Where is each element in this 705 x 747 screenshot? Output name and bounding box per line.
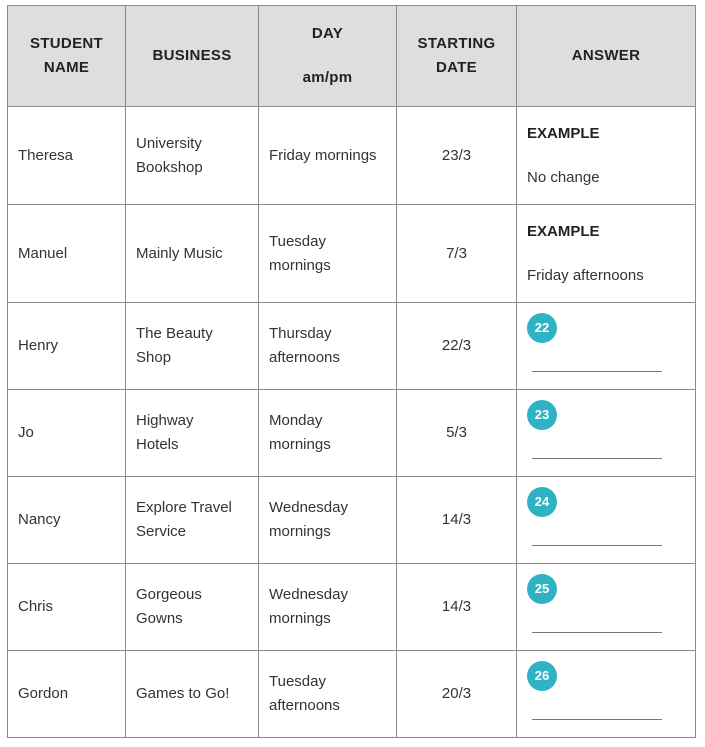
answer-slot[interactable] <box>527 477 685 563</box>
answer-cell <box>517 205 696 303</box>
question-number-badge: 22 <box>527 313 557 343</box>
day-cell-text: mornings <box>269 256 331 274</box>
answer-blank-line[interactable] <box>532 371 662 372</box>
header-business-label: BUSINESS <box>152 47 232 64</box>
business-cell-text: Shop <box>136 349 172 366</box>
student-name-cell <box>8 477 126 564</box>
question-number-badge: 23 <box>527 400 557 430</box>
example-value: No change <box>527 168 600 186</box>
answer-slot[interactable] <box>527 303 685 389</box>
student-name-cell-text: Theresa <box>18 146 74 164</box>
answer-blank-line[interactable] <box>532 719 662 720</box>
question-number-badge: 26 <box>527 661 557 691</box>
header-student-line2: NAME <box>43 59 90 76</box>
day-cell-text: Thursday <box>269 325 332 342</box>
answer-cell[interactable] <box>517 477 696 564</box>
student-name-cell-text: Chris <box>18 598 54 615</box>
answer-cell[interactable] <box>517 390 696 477</box>
starting-date-cell-text: 14/3 <box>441 598 472 615</box>
table-container <box>7 5 696 738</box>
starting-date-cell <box>397 107 517 205</box>
business-cell <box>126 564 259 651</box>
answer-slot[interactable] <box>527 390 685 476</box>
header-day <box>259 6 397 107</box>
business-cell-text: Highway <box>136 412 194 429</box>
day-cell-text: Tuesday <box>269 232 326 250</box>
header-day-line2: am/pm <box>302 69 353 86</box>
starting-date-cell-text: 23/3 <box>441 146 472 164</box>
student-name-cell <box>8 651 126 738</box>
day-cell <box>259 303 397 390</box>
starting-date-cell <box>397 303 517 390</box>
header-date-line2: DATE <box>436 59 477 76</box>
student-name-cell-text: Nancy <box>18 511 61 528</box>
answer-cell[interactable] <box>517 651 696 738</box>
answer-blank-line[interactable] <box>532 545 662 546</box>
business-cell-text: Explore Travel <box>136 499 232 516</box>
business-cell-text: The Beauty <box>136 325 213 342</box>
example-label: EXAMPLE <box>527 124 600 142</box>
starting-date-cell <box>397 651 517 738</box>
table-row <box>8 205 696 303</box>
answer-slot[interactable] <box>527 564 685 650</box>
header-answer-label: ANSWER <box>571 47 641 64</box>
example-label: EXAMPLE <box>527 222 600 240</box>
header-day-line1: DAY <box>311 25 344 42</box>
table-row <box>8 564 696 651</box>
day-cell <box>259 107 397 205</box>
starting-date-cell <box>397 390 517 477</box>
header-date-line1: STARTING <box>417 35 496 52</box>
starting-date-cell-text: 5/3 <box>446 424 467 441</box>
header-answer <box>517 6 696 107</box>
answer-blank-line[interactable] <box>532 632 662 633</box>
business-cell <box>126 205 259 303</box>
table-row <box>8 107 696 205</box>
header-row <box>8 6 696 107</box>
day-cell <box>259 390 397 477</box>
answer-cell[interactable] <box>517 564 696 651</box>
student-name-cell-text: Henry <box>18 337 59 354</box>
starting-date-cell <box>397 205 517 303</box>
table-row <box>8 477 696 564</box>
student-name-cell-text: Manuel <box>18 244 68 262</box>
business-cell <box>126 651 259 738</box>
day-cell-text: Wednesday <box>269 499 348 516</box>
header-day-spacer <box>260 46 395 66</box>
answer-cell[interactable] <box>517 303 696 390</box>
business-cell <box>126 107 259 205</box>
business-cell-text: Mainly Music <box>136 244 223 262</box>
business-cell-text: Bookshop <box>136 158 203 176</box>
student-name-cell <box>8 107 126 205</box>
student-name-cell-text: Gordon <box>18 685 69 702</box>
day-cell-text: mornings <box>269 523 331 540</box>
business-cell <box>126 390 259 477</box>
student-name-cell <box>8 205 126 303</box>
day-cell-text: Monday <box>269 412 323 429</box>
day-cell <box>259 205 397 303</box>
answer-blank-line[interactable] <box>532 458 662 459</box>
business-cell-text: Gorgeous <box>136 586 202 603</box>
day-cell-text: Tuesday <box>269 673 326 690</box>
header-business <box>126 6 259 107</box>
header-student-line1: STUDENT <box>30 35 103 52</box>
starting-date-cell-text: 20/3 <box>441 685 472 702</box>
starting-date-cell-text: 7/3 <box>446 244 467 262</box>
day-cell-text: afternoons <box>269 349 340 366</box>
starting-date-cell <box>397 477 517 564</box>
header-student-name <box>8 6 126 107</box>
student-name-cell <box>8 303 126 390</box>
table-row <box>8 651 696 738</box>
student-name-cell-text: Jo <box>18 424 34 441</box>
business-cell-text: University <box>136 134 202 152</box>
day-cell-text: mornings <box>269 610 331 627</box>
day-cell-text: mornings <box>269 436 331 453</box>
starting-date-cell-text: 22/3 <box>441 337 472 354</box>
answer-slot[interactable] <box>527 651 685 737</box>
header-starting-date <box>397 6 517 107</box>
booking-table <box>7 5 696 738</box>
example-value: Friday afternoons <box>527 266 644 284</box>
business-cell-text: Gowns <box>136 610 183 627</box>
business-cell <box>126 477 259 564</box>
business-cell-text: Hotels <box>136 436 179 453</box>
question-number-badge: 24 <box>527 487 557 517</box>
day-cell <box>259 477 397 564</box>
question-number-badge: 25 <box>527 574 557 604</box>
table-row <box>8 390 696 477</box>
day-cell <box>259 651 397 738</box>
table-row <box>8 303 696 390</box>
business-cell <box>126 303 259 390</box>
answer-cell <box>517 107 696 205</box>
day-cell <box>259 564 397 651</box>
day-cell-text: Friday mornings <box>269 146 377 164</box>
student-name-cell <box>8 390 126 477</box>
starting-date-cell-text: 14/3 <box>441 511 472 528</box>
student-name-cell <box>8 564 126 651</box>
starting-date-cell <box>397 564 517 651</box>
business-cell-text: Service <box>136 523 187 540</box>
business-cell-text: Games to Go! <box>136 685 230 702</box>
day-cell-text: afternoons <box>269 697 340 714</box>
day-cell-text: Wednesday <box>269 586 348 603</box>
